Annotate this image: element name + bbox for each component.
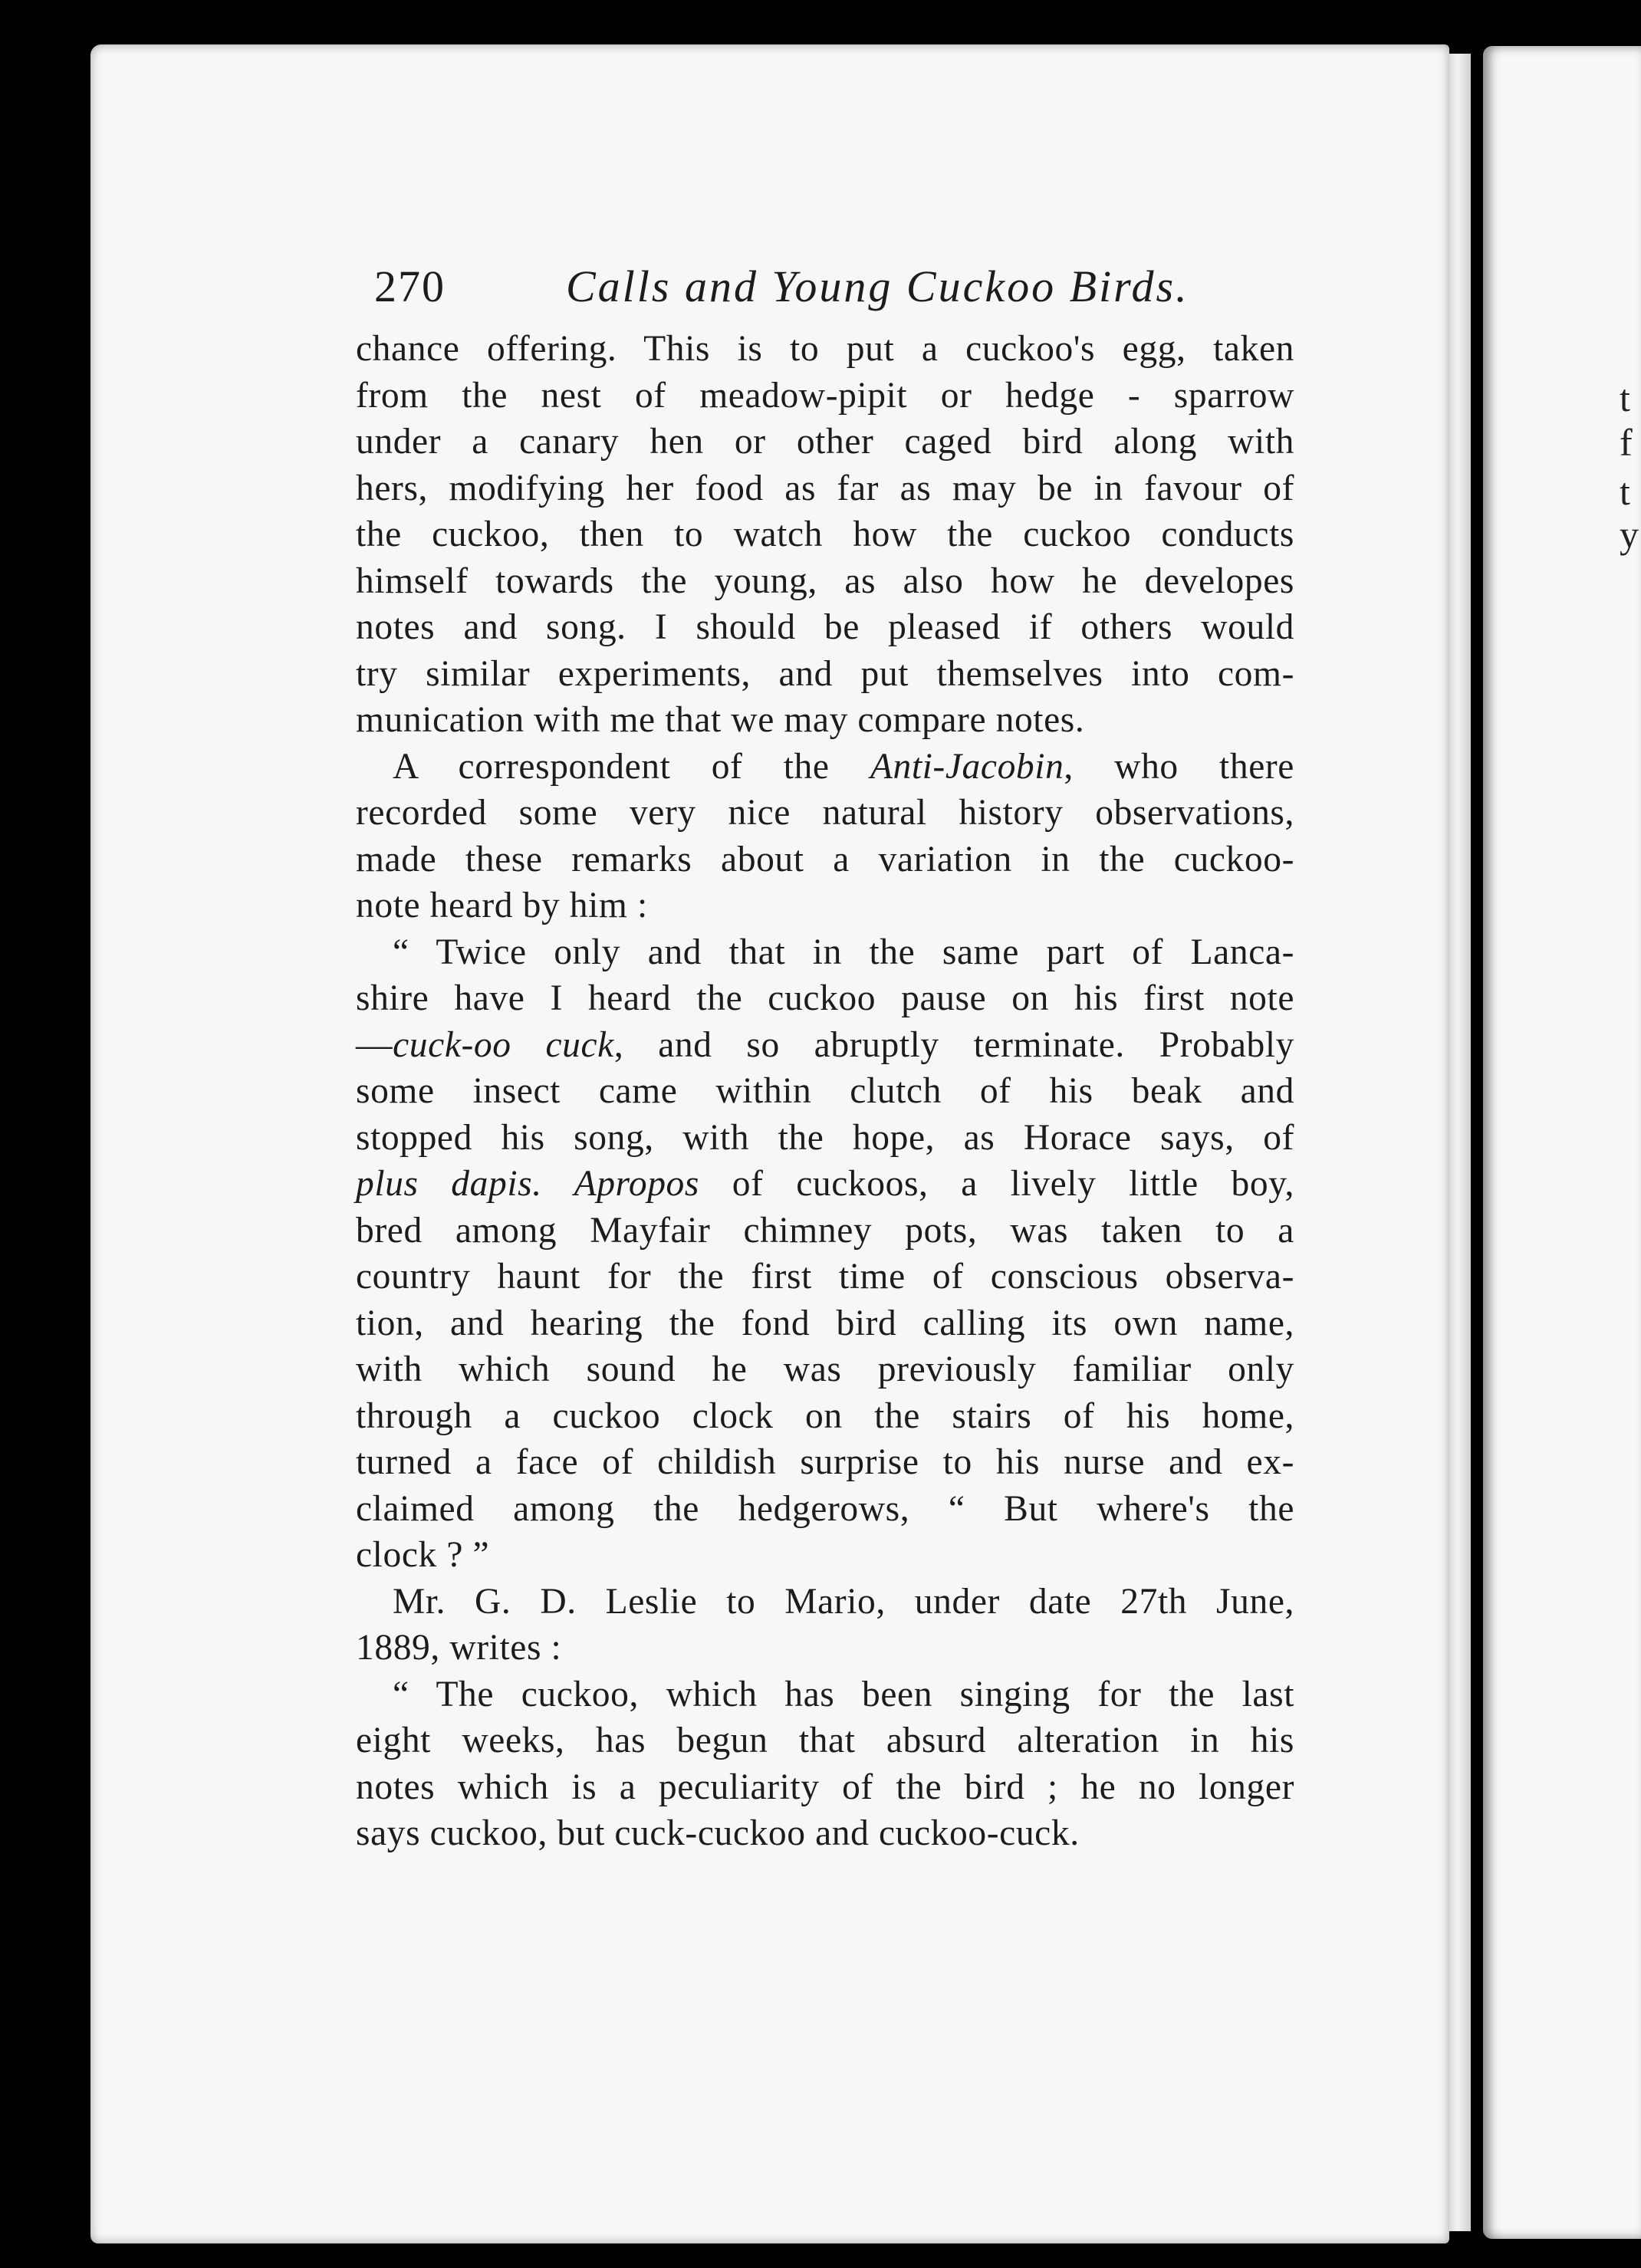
text-line: from the nest of meadow-pipit or hedge - sparrow — [356, 375, 1294, 416]
italic-run: plus dapis. Apropos — [356, 1164, 699, 1204]
adjacent-page-fragment: t — [1620, 470, 1630, 513]
text-line: the cuckoo, then to watch how the cuckoo conducts — [356, 514, 1294, 554]
text-line: under a canary hen or other caged bird along with — [356, 422, 1294, 462]
text-line: note heard by him : — [356, 886, 648, 925]
adjacent-page-fragment: f — [1620, 421, 1633, 464]
text-line: notes which is a peculiarity of the bird ; he no longer — [356, 1767, 1294, 1807]
text-run: A correspondent of the — [393, 746, 870, 787]
text-line: munication with me that we may compare notes. — [356, 700, 1085, 740]
text-line: through a cuckoo clock on the stairs of his home, — [356, 1395, 1294, 1436]
text-line: “ The cuckoo, which has been singing for the last — [393, 1674, 1294, 1714]
text-line: himself towards the young, as also how he developes — [356, 560, 1294, 601]
text-line: try similar experiments, and put themselves into com- — [356, 653, 1294, 694]
text-line — [356, 1161, 1294, 1208]
text-line: 1889, writes : — [356, 1628, 562, 1668]
text-line: says cuckoo, but cuck-cuckoo and cuckoo-cuck. — [356, 1813, 1080, 1853]
text-line: hers, modifying her food as far as may be in favour of — [356, 468, 1294, 508]
italic-run: Anti-Jacobin — [870, 746, 1064, 787]
text-line: bred among Mayfair chimney pots, was taken to a — [356, 1210, 1294, 1251]
body-text — [356, 326, 1294, 1857]
text-line — [356, 744, 1294, 791]
text-line: with which sound he was previously familiar only — [356, 1349, 1294, 1389]
text-line: chance offering. This is to put a cuckoo's egg, taken — [356, 329, 1294, 369]
text-line — [356, 1022, 1294, 1069]
text-line: claimed among the hedgerows, “ But where's the — [356, 1488, 1294, 1529]
text-line: “ Twice only and that in the same part of Lanca- — [393, 932, 1294, 972]
text-line: turned a face of childish surprise to his nurse and ex- — [356, 1442, 1294, 1482]
text-run: , and so abruptly terminate. Probably — [613, 1024, 1295, 1065]
text-line: country haunt for the first time of conscious observa- — [356, 1257, 1294, 1297]
text-line: Mr. G. D. Leslie to Mario, under date 27th June, — [393, 1581, 1294, 1622]
text-line: recorded some very nice natural history observations, — [356, 793, 1294, 833]
italic-run: cuck-oo cuck — [393, 1024, 614, 1065]
adjacent-page-fragment: t — [1620, 376, 1630, 419]
adjacent-page-fragment: y — [1620, 513, 1639, 556]
page-gutter — [1471, 54, 1483, 2224]
text-line: notes and song. I should be pleased if others would — [356, 607, 1294, 647]
text-line: clock ? ” — [356, 1535, 490, 1575]
adjacent-page — [1483, 46, 1641, 2239]
text-line: tion, and hearing the fond bird calling its own name, — [356, 1303, 1294, 1343]
text-line: made these remarks about a variation in the cuckoo- — [356, 839, 1294, 879]
text-line: shire have I heard the cuckoo pause on his first note — [356, 978, 1294, 1018]
text-run: of cuckoos, a lively little boy, — [699, 1164, 1294, 1204]
text-line: eight weeks, has begun that absurd alteration in his — [356, 1721, 1294, 1760]
running-title: Calls and Young Cuckoo Birds. — [566, 261, 1189, 311]
page-number: 270 — [374, 261, 446, 311]
text-run: — — [356, 1024, 393, 1065]
text-line: some insect came within clutch of his beak and — [356, 1071, 1294, 1111]
page-edge — [1449, 54, 1471, 2231]
text-line: stopped his song, with the hope, as Horace says, of — [356, 1117, 1294, 1158]
text-run: , who there — [1064, 746, 1294, 787]
